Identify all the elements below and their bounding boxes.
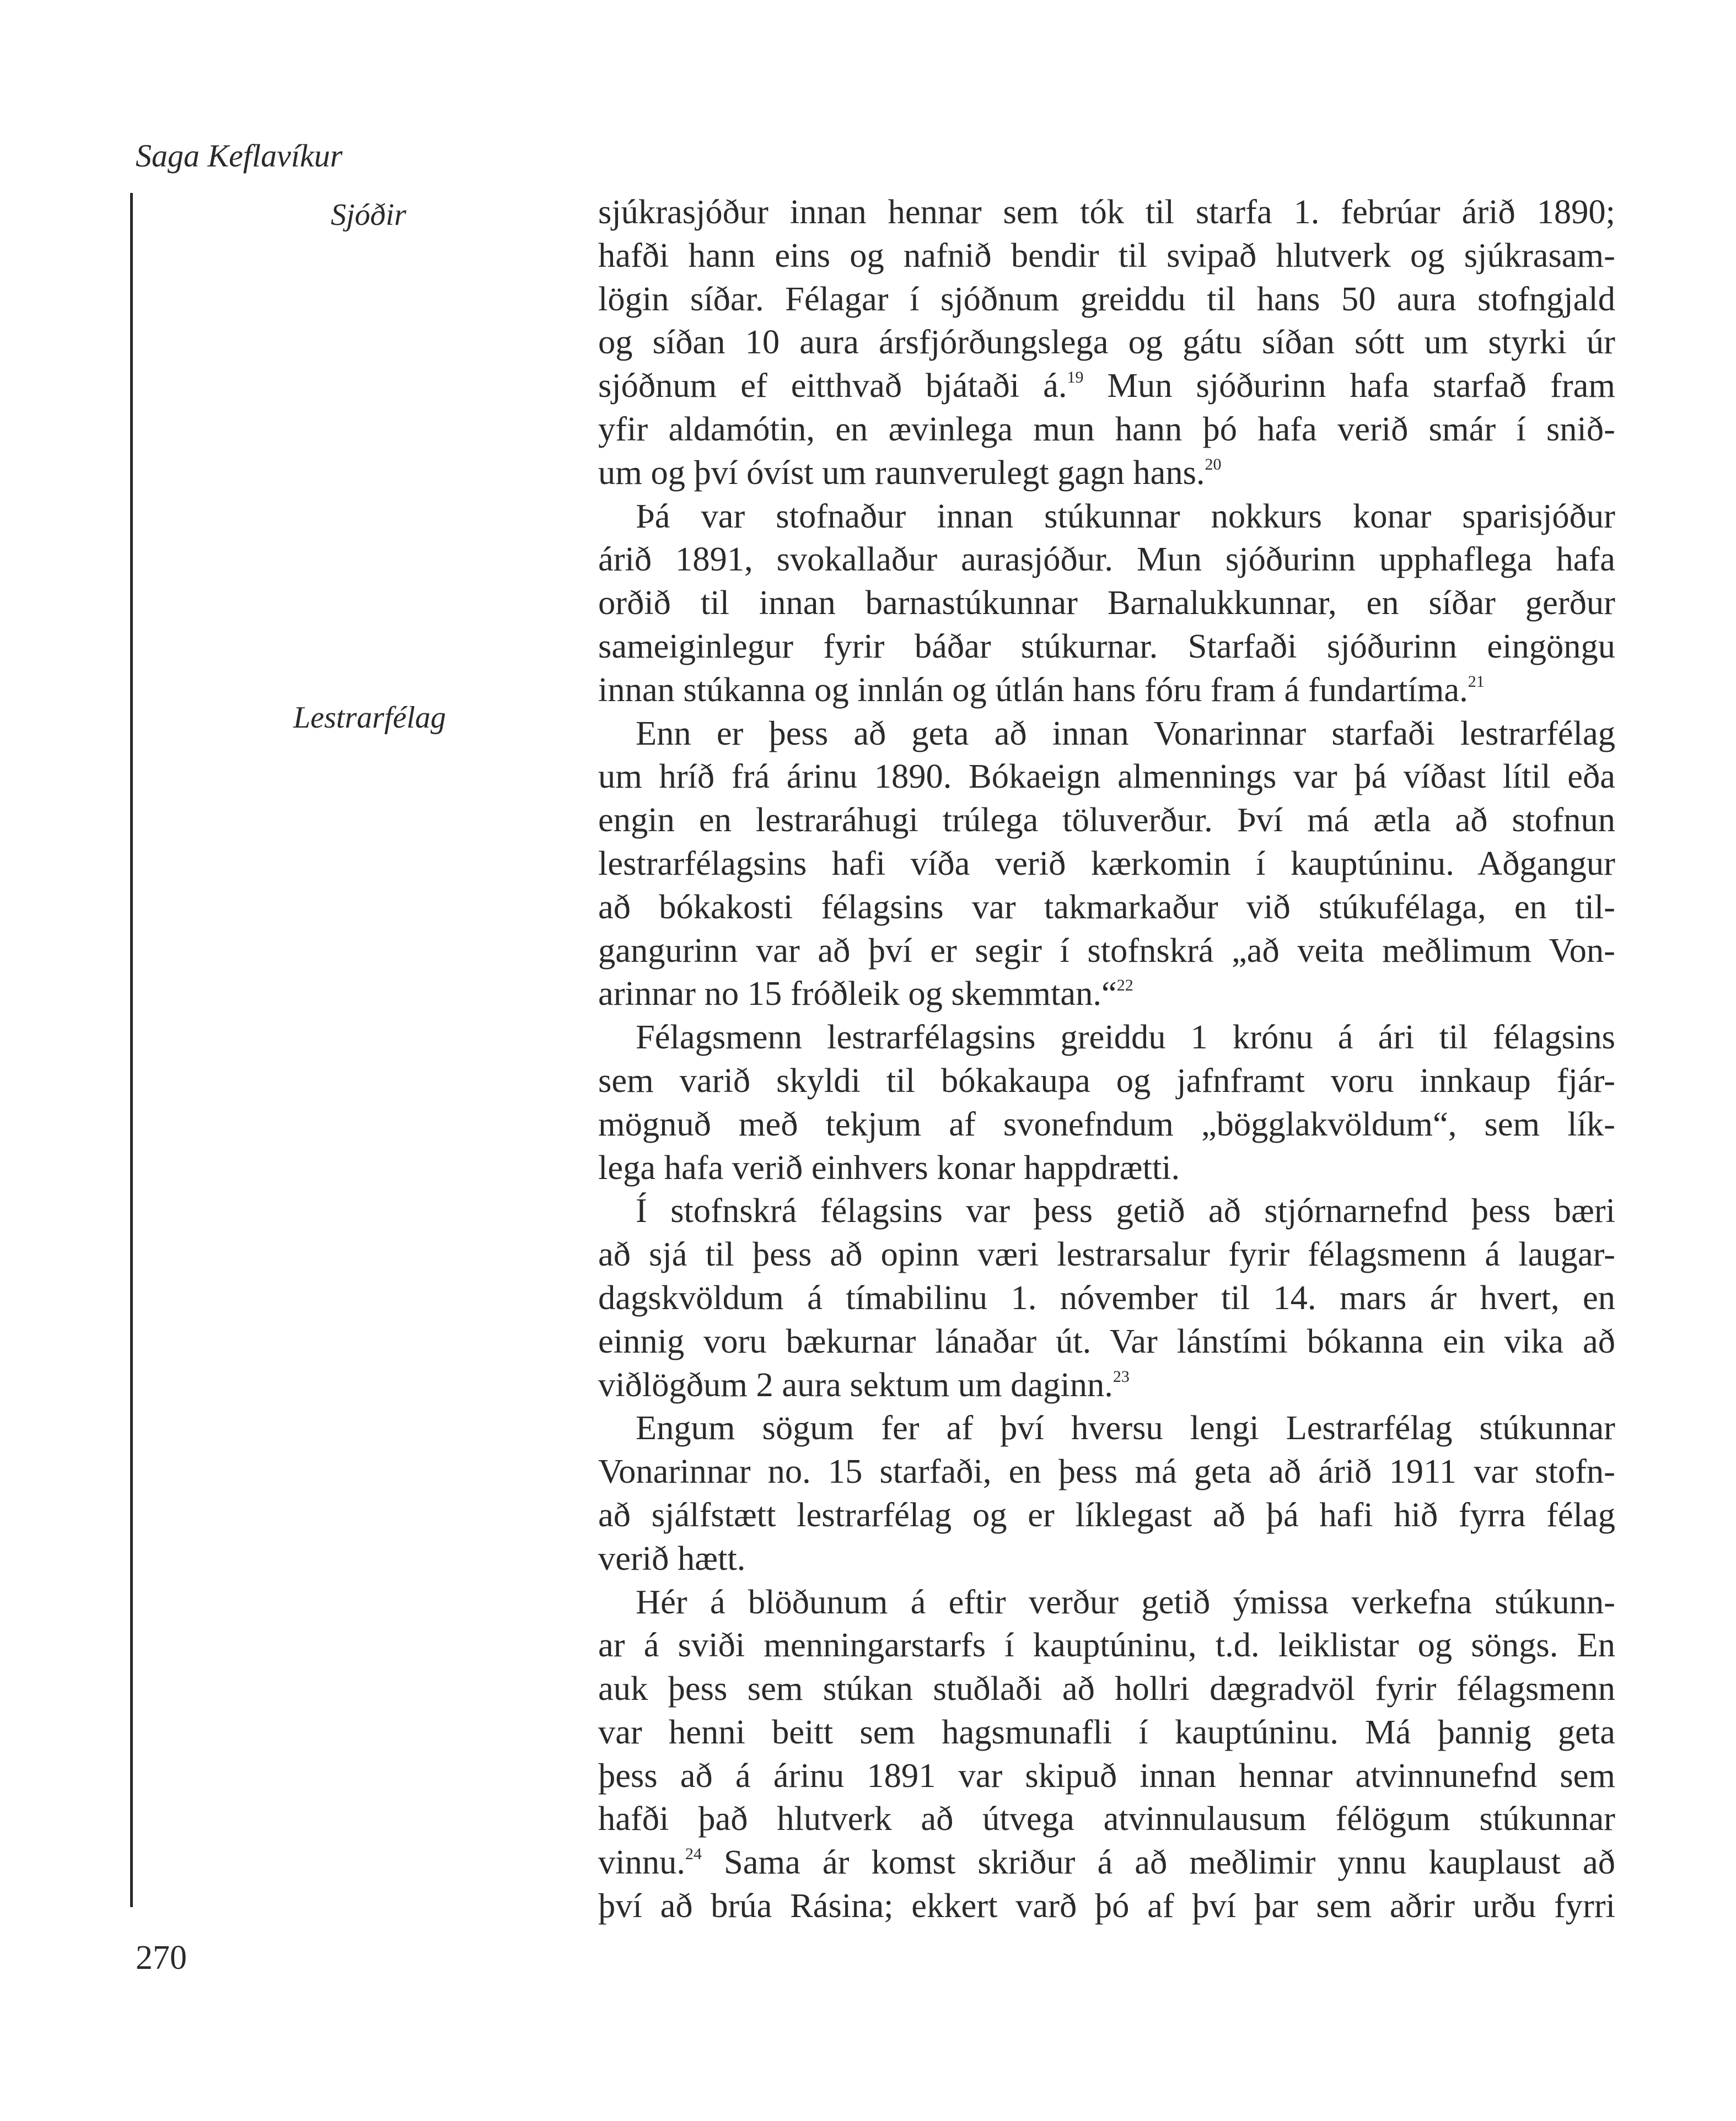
body-text: [598, 190, 1615, 1928]
text-line: auk þess sem stúkan stuðlaði að hollri dægradvöl fyrir félagsmenn: [598, 1669, 1615, 1708]
text-line: [598, 1840, 1615, 1884]
footnote-ref: 23: [1112, 1367, 1130, 1386]
text-line: Enn er þess að geta að innan Vonarinnar starfaði lestrarfélag: [636, 713, 1615, 752]
footnote-ref: 20: [1205, 455, 1222, 473]
text-line: orðið til innan barnastúkunnar Barnalukkunnar, en síðar gerður: [598, 583, 1615, 622]
text-line: lögin síðar. Félagar í sjóðnum greiddu til hans 50 aura stofngjald: [598, 279, 1615, 318]
text-line: sameiginlegur fyrir báðar stúkurnar. Starfaði sjóðurinn eingöngu: [598, 626, 1615, 665]
text-line: gangurinn var að því er segir í stofnskrá „að veita meðlimum Von-: [598, 930, 1615, 970]
text-segment: sjóðnum ef eitthvað bjátaði á.: [598, 366, 1067, 405]
text-line: dagskvöldum á tímabilinu 1. nóvember til 14. mars ár hvert, en: [598, 1278, 1615, 1317]
text-line: Í stofnskrá félagsins var þess getið að stjórnarnefnd þess bæri: [636, 1191, 1615, 1230]
text-line: Þá var stofnaður innan stúkunnar nokkurs konar sparisjóður: [636, 496, 1615, 535]
text-line: árið 1891, svokallaður aurasjóður. Mun sjóðurinn upphaflega hafa: [598, 540, 1615, 579]
text-line: yfir aldamótin, en ævinlega mun hann þó hafa verið smár í snið-: [598, 409, 1615, 448]
page-number: 270: [136, 1939, 187, 1977]
margin-rule: [130, 193, 133, 1907]
text-line: [598, 451, 1615, 494]
text-line: var henni beitt sem hagsmunafli í kauptúninu. Má þannig geta: [598, 1712, 1615, 1751]
text-segment: viðlögðum 2 aura sektum um daginn.: [598, 1365, 1113, 1404]
text-line: og síðan 10 aura ársfjórðungslega og gátu síðan sótt um styrki úr: [598, 322, 1615, 362]
text-line: Vonarinnar no. 15 starfaði, en þess má geta að árið 1911 var stofn-: [598, 1452, 1615, 1491]
text-line: einnig voru bækurnar lánaðar út. Var lánstími bókanna ein vika að: [598, 1321, 1615, 1360]
text-line: Engum sögum fer af því hversu lengi Lestrarfélag stúkunnar: [636, 1408, 1615, 1447]
footnote-ref: 19: [1067, 368, 1084, 387]
text-line: að sjá til þess að opinn væri lestrarsalur fyrir félagsmenn á laugar-: [598, 1235, 1615, 1274]
text-line: Hér á blöðunum á eftir verður getið ýmissa verkefna stúkunn-: [636, 1582, 1615, 1621]
text-line: [598, 364, 1615, 407]
text-line: [598, 668, 1615, 712]
text-line: lestrarfélagsins hafi víða verið kærkomin í kauptúninu. Aðgangur: [598, 843, 1615, 882]
text-line: [598, 1363, 1615, 1407]
text-line: verið hætt.: [598, 1538, 746, 1578]
text-line: mögnuð með tekjum af svonefndum „bögglakvöldum“, sem lík-: [598, 1104, 1615, 1143]
text-line: engin en lestraráhugi trúlega töluverður. Því má ætla að stofnun: [598, 800, 1615, 839]
text-line: þess að á árinu 1891 var skipuð innan hennar atvinnunefnd sem: [598, 1756, 1615, 1795]
text-segment: arinnar no 15 fróðleik og skemmtan.“: [598, 974, 1117, 1013]
text-line: Félagsmenn lestrarfélagsins greiddu 1 krónu á ári til félagsins: [636, 1018, 1615, 1057]
footnote-ref: 24: [685, 1845, 702, 1864]
text-line: lega hafa verið einhvers konar happdrætti.: [598, 1148, 1180, 1187]
text-line: að bókakosti félagsins var takmarkaður við stúkufélaga, en til-: [598, 887, 1615, 926]
text-line: um hríð frá árinu 1890. Bókaeign almennings var þá víðast lítil eða: [598, 757, 1615, 796]
text-line: hafði hann eins og nafnið bendir til svipað hlutverk og sjúkrasam-: [598, 235, 1615, 274]
text-segment: innan stúkanna og innlán og útlán hans fóru fram á fundartíma.: [598, 670, 1468, 709]
side-note-sjodir: Sjóðir: [331, 198, 406, 232]
text-segment: um og því óvíst um raunverulegt gagn hans.: [598, 453, 1205, 492]
text-segment: Sama ár komst skriður á að meðlimir ynnu kauplaust að: [702, 1843, 1615, 1882]
text-line: því að brúa Rásina; ekkert varð þó af því þar sem aðrir urðu fyrri: [598, 1886, 1615, 1925]
text-line: hafði það hlutverk að útvega atvinnulausum félögum stúkunnar: [598, 1799, 1615, 1838]
side-note-lestrarfelag: Lestrarfélag: [293, 701, 446, 735]
text-segment: vinnu.: [598, 1843, 685, 1882]
text-line: sjúkrasjóður innan hennar sem tók til starfa 1. febrúar árið 1890;: [598, 192, 1615, 231]
text-line: að sjálfstætt lestrarfélag og er líklegast að þá hafi hið fyrra félag: [598, 1495, 1615, 1534]
text-line: ar á sviði menningarstarfs í kauptúninu, t.d. leiklistar og söngs. En: [598, 1625, 1615, 1665]
text-segment: Mun sjóðurinn hafa starfað fram: [1083, 366, 1615, 405]
footnote-ref: 22: [1116, 976, 1133, 995]
text-line: [598, 972, 1615, 1015]
text-line: sem varið skyldi til bókakaupa og jafnframt voru innkaup fjár-: [598, 1060, 1615, 1100]
running-head: Saga Keflavíkur: [136, 138, 343, 174]
footnote-ref: 21: [1468, 672, 1485, 691]
